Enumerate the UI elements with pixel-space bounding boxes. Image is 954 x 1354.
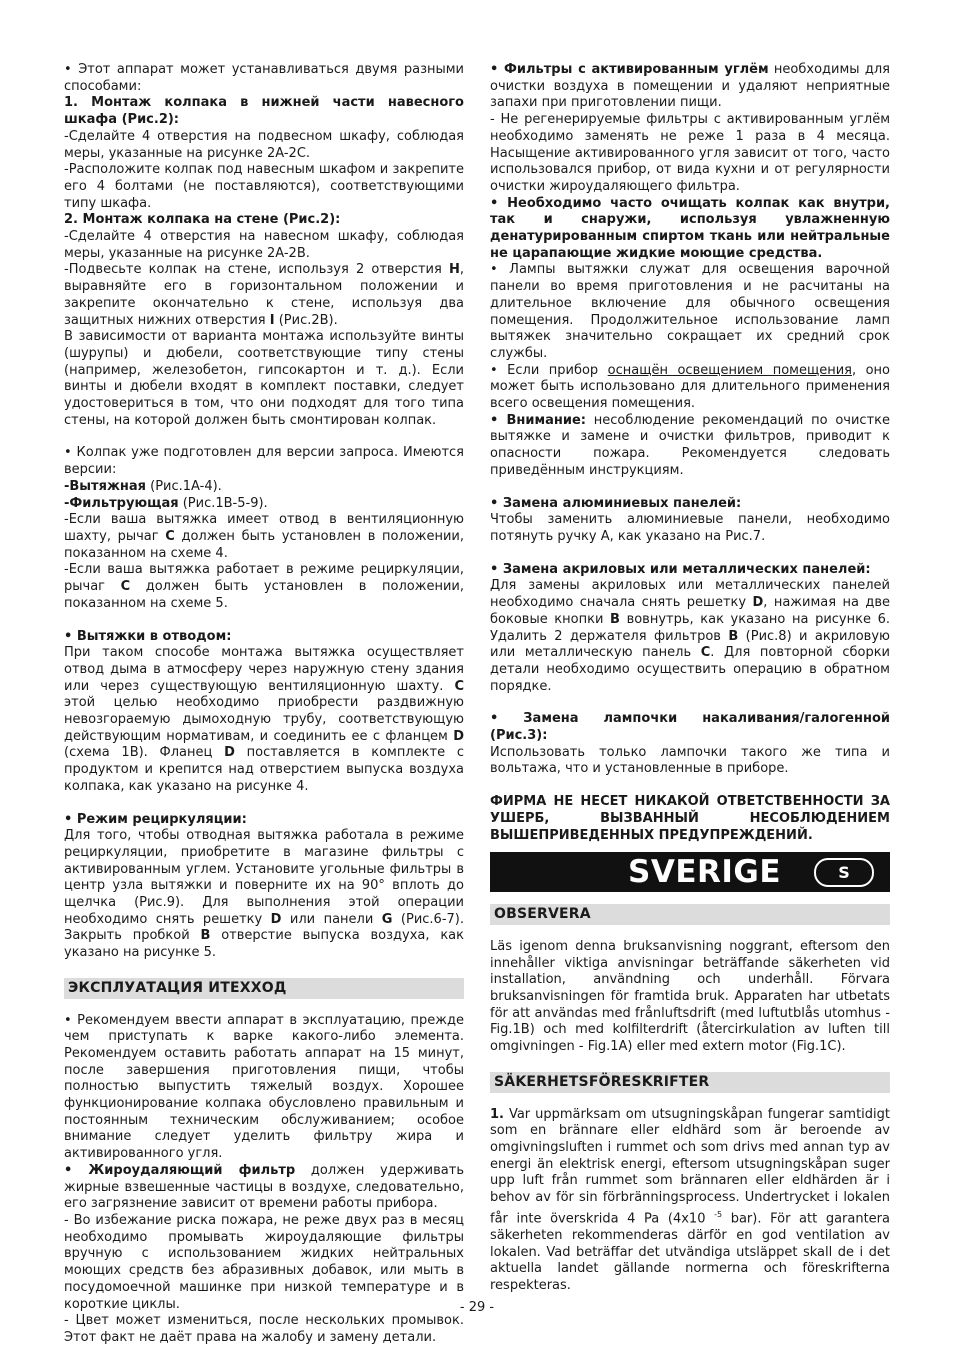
paragraph: • Колпак уже подготовлен для версии запроса. Имеются версии: [64,445,464,478]
paragraph: • Жироудаляющий фильтр должен удерживать жирные взвешенные частицы в воздухе, следовательно, его загрязнение зависит от времени работы прибора. [64,1162,464,1212]
paragraph: -Если ваша вытяжка имеет отвод в вентиляционную шахту, рычаг C должен быть установлен в положении, показанном на схеме 4. [64,512,464,561]
subsection-title: • Вытяжки в отводом: [64,628,232,644]
paragraph: - Во избежание риска пожара, не реже двух раз в месяц необходимо промывать жироудаляющие фильтры вручную с использованием жидких нейтральных моющих средств без абразивных добавок, или мыть в посудомоечной машинке при низкой температуре и в короткие циклы. [64,1213,464,1312]
paragraph: -Сделайте 4 отверстия на навесном шкафу, соблюдая меры, указанные на рисунке 2A-2B. [64,229,464,261]
section-heading: SÄKERHETSFÖRESKRIFTER [490,1072,890,1093]
language-title: SVERIGE [628,854,782,891]
paragraph: - Не регенерируемые фильтры с активированным углём необходимо заменять не реже 1 раза в 4 месяца. Насыщение активированного угля зависит от того, часто использовался прибор, от вида кухни и от регулярности очистки жироудаляющего фильтра. [490,112,890,194]
page-number: - 29 - [459,1300,495,1315]
left-column [64,62,464,1347]
paragraph: -Расположите колпак под навесным шкафом и закрепите его 4 болтами (не поставляются), соответствующими типу шкафа. [64,162,464,211]
language-badge: S [814,858,874,887]
paragraph: 1. Var uppmärksam om utsugningskåpan fungerar samtidigt som en brännare eller eldhärd som är beroende av omgivningsluften i rummet och som drivs med annan typ av energi än elektrisk energi, eftersom utsugningskåpan suger upp luft från rummet som brännaren eller eldhärden är i behov av för sin förbränningsprocess. Undertrycket i lokalen får inte överskrida 4 Pa (4x10 $^{-5}$ bar). För att garantera säkerheten rekommenderas därför en god ventilation av lokalen. Vad beträffar det utvändiga utsläppet skall de i det aktuella landet gällande normerna och föreskrifterna respekteras. [490,1106,890,1293]
subsection-title: • Замена акриловых или металлических панелей: [490,561,871,577]
paragraph: В зависимости от варианта монтажа используйте винты (шурупы) и дюбели, соответствующие типу стены (например, железобетон, гипсокартон и т. д.). Если винты и дюбели входят в комплект поставки, следует удостовериться в том, что они подходят для того типа стены, на которой должен быть смонтирован колпак. [64,329,464,428]
section-heading: OBSERVERA [490,904,890,925]
paragraph: • Лампы вытяжки служат для освещения варочной панели во время приготовления и не расчитаны на длительное включение для обычного освещения помещения. Продолжительное использование ламп вытяжек значительно сокращает их средний срок службы. [490,262,890,361]
paragraph: • Если прибор оснащён освещением помещения, оно может быть использовано для длительного применения всего освещения помещения. [490,362,891,412]
paragraph: -Сделайте 4 отверстия на подвесном шкафу, соблюдая меры, указанные на рисунке 2A-2C. [64,128,464,161]
subsection-title: 1. Монтаж колпака в нижней части навесного шкафа (Рис.2): [64,95,464,128]
intro-paragraph: • Этот аппарат может устанавливаться двумя разными способами: [64,62,464,94]
warning-notice: ФИРМА НЕ НЕСЕТ НИКАКОЙ ОТВЕТСТВЕННОСТИ ЗА УШЕРБ, ВЫЗВАННЫЙ НЕСОБЛЮДЕНИЕМ ВЫШЕПРИВЕДЕННЫХ ПРЕДУПРЕЖДЕНИЙ. [490,794,890,843]
paragraph: -Подвесьте колпак на стене, используя 2 отверстия H, выравняйте его в горизонтальном положении и закрепите окончательно к стене, используя два защитных нижних отверстия I (Рис.2B). [64,262,464,328]
list-item: -Фильтрующая (Рис.1B-5-9). [64,495,268,511]
subsection-title: • Замена лампочки накаливания/галогенной (Рис.3): [490,711,890,744]
paragraph: -Если ваша вытяжка работает в режиме рециркуляции, рычаг C должен быть установлен в положении, показанном на схеме 5. [64,562,464,611]
paragraph: - Цвет может измениться, после нескольких промывок. Этот факт не даёт права на жалобу и замену детали. [64,1313,464,1345]
paragraph: При таком способе монтажа вытяжка осуществляет отвод дыма в атмосферу через наружную стену здания или через существующую вентиляционную шахту. C этой целью необходимо приобрести раздвижную невозгораемую дымоходную трубу, соответствующую действующим нормативам, и соединить ее с фланцем D (схема 1B). Фланец D поставляется в комплекте с продуктом и крепится над отверстием выпуска воздуха колпака, как указано на рисунке 4. [64,645,464,794]
paragraph: • Фильтры с активированным углём необходимы для очистки воздуха в помещении и удаляют неприятные запахи при приготовлении пищи. [490,62,890,111]
paragraph: Для того, чтобы отводная вытяжка работала в режиме рециркуляции, приобретите в магазине фильтры с активированным углем. Установите угольные фильтры в центр узла вытяжки и поверните их на 90° вплоть до щелчка (Рис.9). Для выполнения этой операции необходимо снять решетку D или панели G (Рис.6-7). Закрыть пробкой B отверстие выпуска воздуха, как указано на рисунке 5. [64,828,464,961]
subsection-title: • Замена алюминиевых панелей: [490,495,742,511]
subsection-title: • Режим рециркуляции: [64,811,247,827]
paragraph: Läs igenom denna bruksanvisning noggrant, eftersom den innehåller viktiga anvisningar beträffande säkerheten vid installation, användning och underhåll. Förvara bruksanvisningen för framtida bruk. Apparaten har utbetats för att användas med frånluftsdrift (med luftutblås utomhus - Fig.1B) och med kolfilterdrift (återcirkulation av luften till omgivningen - Fig.1A) eller med extern motor (Fig.1C). [490,938,890,1055]
paragraph: • Необходимо часто очищать колпак как внутри, так и снаружи, используя увлажненную денатурированным спиртом ткань или нейтральные не царапающие жидкие моющие средства. [490,195,890,261]
paragraph: Для замены акриловых или металлических панелей необходимо сначала снять решетку D, нажимая на две боковые кнопки B вовнутрь, как указано на рисунке 6. Удалить 2 держателя фильтров B (Рис.8) и акриловую или металлическую панель C. Для повторной сборки детали необходимо осуществить операцию в обратном порядке. [490,578,890,694]
subsection-title: 2. Монтаж колпака на стене (Рис.2): [64,212,341,228]
section-heading: ЭКСПЛУАТАЦИЯ ИТЕХХОД [64,978,464,999]
paragraph: • Рекомендуем ввести аппарат в эксплуатацию, прежде чем приступать к варке какого-либо элемента. Рекомендуем оставить работать аппарат на 15 минут, после завершения приготовления пищи, чтобы полностью выпустить тяжелый воздух. Хорошее функционирование колпака обусловлено правильным и постоянным техническим обслуживанием; особое внимание следует уделить фильтру жира и активированного угля. [64,1012,464,1162]
list-item: -Вытяжная (Рис.1A-4). [64,478,222,494]
language-banner [490,852,890,892]
right-column [490,62,890,1295]
paragraph: Использовать только лампочки такого же типа и вольтажа, что и установленные в приборе. [490,744,890,777]
paragraph: Чтобы заменить алюминиевые панели, необходимо потянуть ручку A, как указано на Рис.7. [490,512,890,544]
paragraph: • Внимание: несоблюдение рекомендаций по очистке вытяжке и замене и очистки фильтров, приводит к опасности пожара. Рекомендуется следовать приведённым инструкциям. [490,412,891,478]
